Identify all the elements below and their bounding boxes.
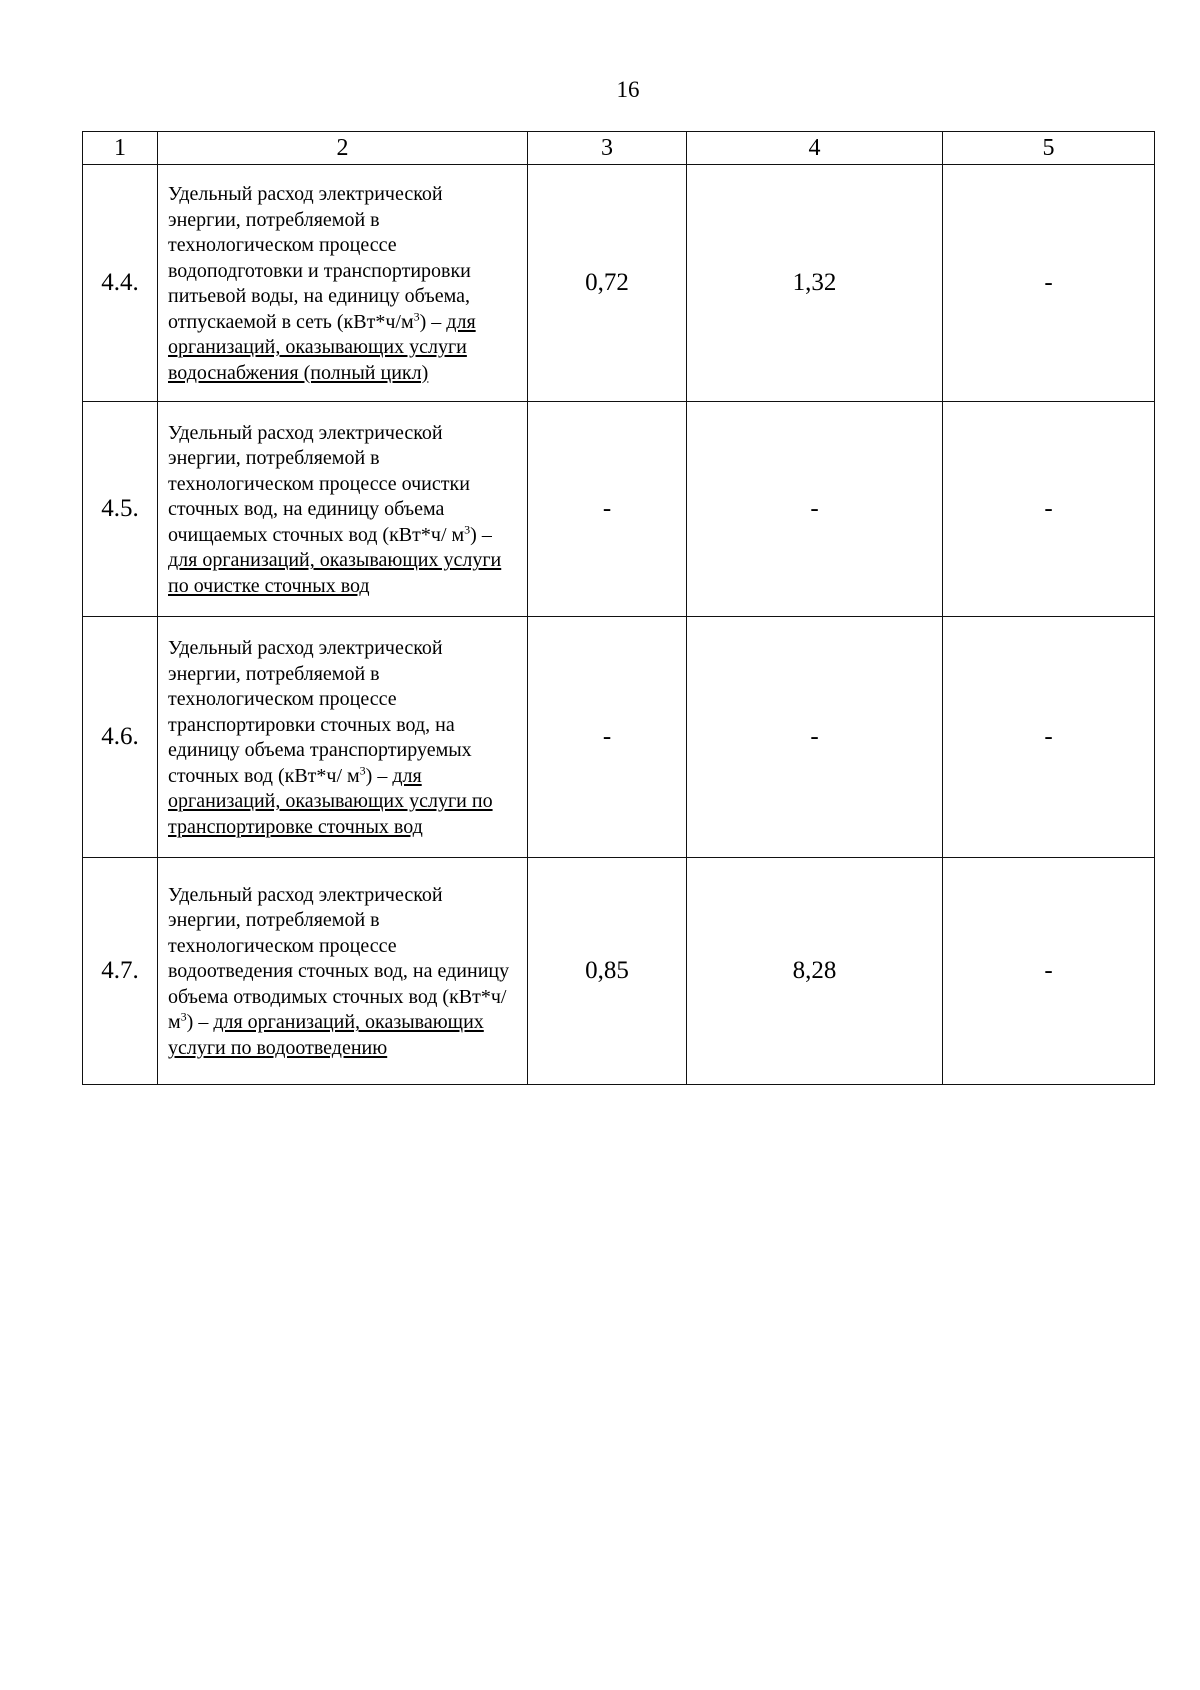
description-text: Удельный расход электрической энергии, потребляемой в технологическом процессе водоотведения сточных вод, на единицу объема отводимых сточных вод (кВт*ч/ м	[168, 883, 510, 1034]
description-tail: ) –	[419, 310, 447, 333]
column-header-2: 2	[158, 132, 528, 165]
description-underlined: для организаций, оказывающих услуги по водоотведению	[168, 1011, 484, 1059]
column-header-3: 3	[528, 132, 687, 165]
value-col4: -	[687, 402, 943, 617]
description-tail: ) –	[470, 523, 492, 546]
row-description	[158, 858, 528, 1085]
description-text: Удельный расход электрической энергии, потребляемой в технологическом процессе транспортировки сточных вод, на единицу объема транспортируемых сточных вод (кВт*ч/ м	[168, 637, 472, 787]
row-number: 4.6.	[83, 617, 158, 858]
value-col5: -	[943, 617, 1155, 858]
column-header-4: 4	[687, 132, 943, 165]
description-underlined: для организаций, оказывающих услуги по очистке сточных вод	[168, 549, 502, 597]
description-underlined: для организаций, оказывающих услуги по транспортировке сточных вод	[168, 764, 493, 838]
page-number: 16	[616, 77, 640, 102]
value-col3: -	[528, 617, 687, 858]
value-col3: 0,85	[528, 858, 687, 1085]
description-underlined: для организаций, оказывающих услуги водоснабжения (полный цикл)	[168, 310, 476, 384]
description-tail: ) –	[365, 764, 393, 787]
value-col5: -	[943, 858, 1155, 1085]
description-text: Удельный расход электрической энергии, потребляемой в технологическом процессе очистки сточных вод, на единицу объема очищаемых сточных вод (кВт*ч/ м	[168, 421, 470, 546]
superscript: 3	[464, 522, 471, 537]
row-description	[158, 165, 528, 402]
superscript: 3	[413, 308, 420, 323]
row-description	[158, 617, 528, 858]
table-row	[83, 858, 1155, 1085]
description-tail: ) –	[186, 1011, 214, 1034]
column-header-5: 5	[943, 132, 1155, 165]
row-description	[158, 402, 528, 617]
column-header-1: 1	[83, 132, 158, 165]
value-col4: 1,32	[687, 165, 943, 402]
indicators-table	[82, 131, 1155, 1085]
superscript: 3	[180, 1009, 187, 1024]
value-col4: 8,28	[687, 858, 943, 1085]
value-col5: -	[943, 402, 1155, 617]
value-col4: -	[687, 617, 943, 858]
table-row	[83, 165, 1155, 402]
row-number: 4.5.	[83, 402, 158, 617]
table-row	[83, 617, 1155, 858]
value-col3: 0,72	[528, 165, 687, 402]
row-number: 4.4.	[83, 165, 158, 402]
value-col5: -	[943, 165, 1155, 402]
value-col3: -	[528, 402, 687, 617]
row-number: 4.7.	[83, 858, 158, 1085]
superscript: 3	[359, 762, 366, 777]
description-text: Удельный расход электрической энергии, потребляемой в технологическом процессе водоподготовки и транспортировки питьевой воды, на единицу объема, отпускаемой в сеть (кВт*ч/м	[168, 183, 471, 333]
table-row	[83, 402, 1155, 617]
table-header-row	[83, 132, 1155, 165]
